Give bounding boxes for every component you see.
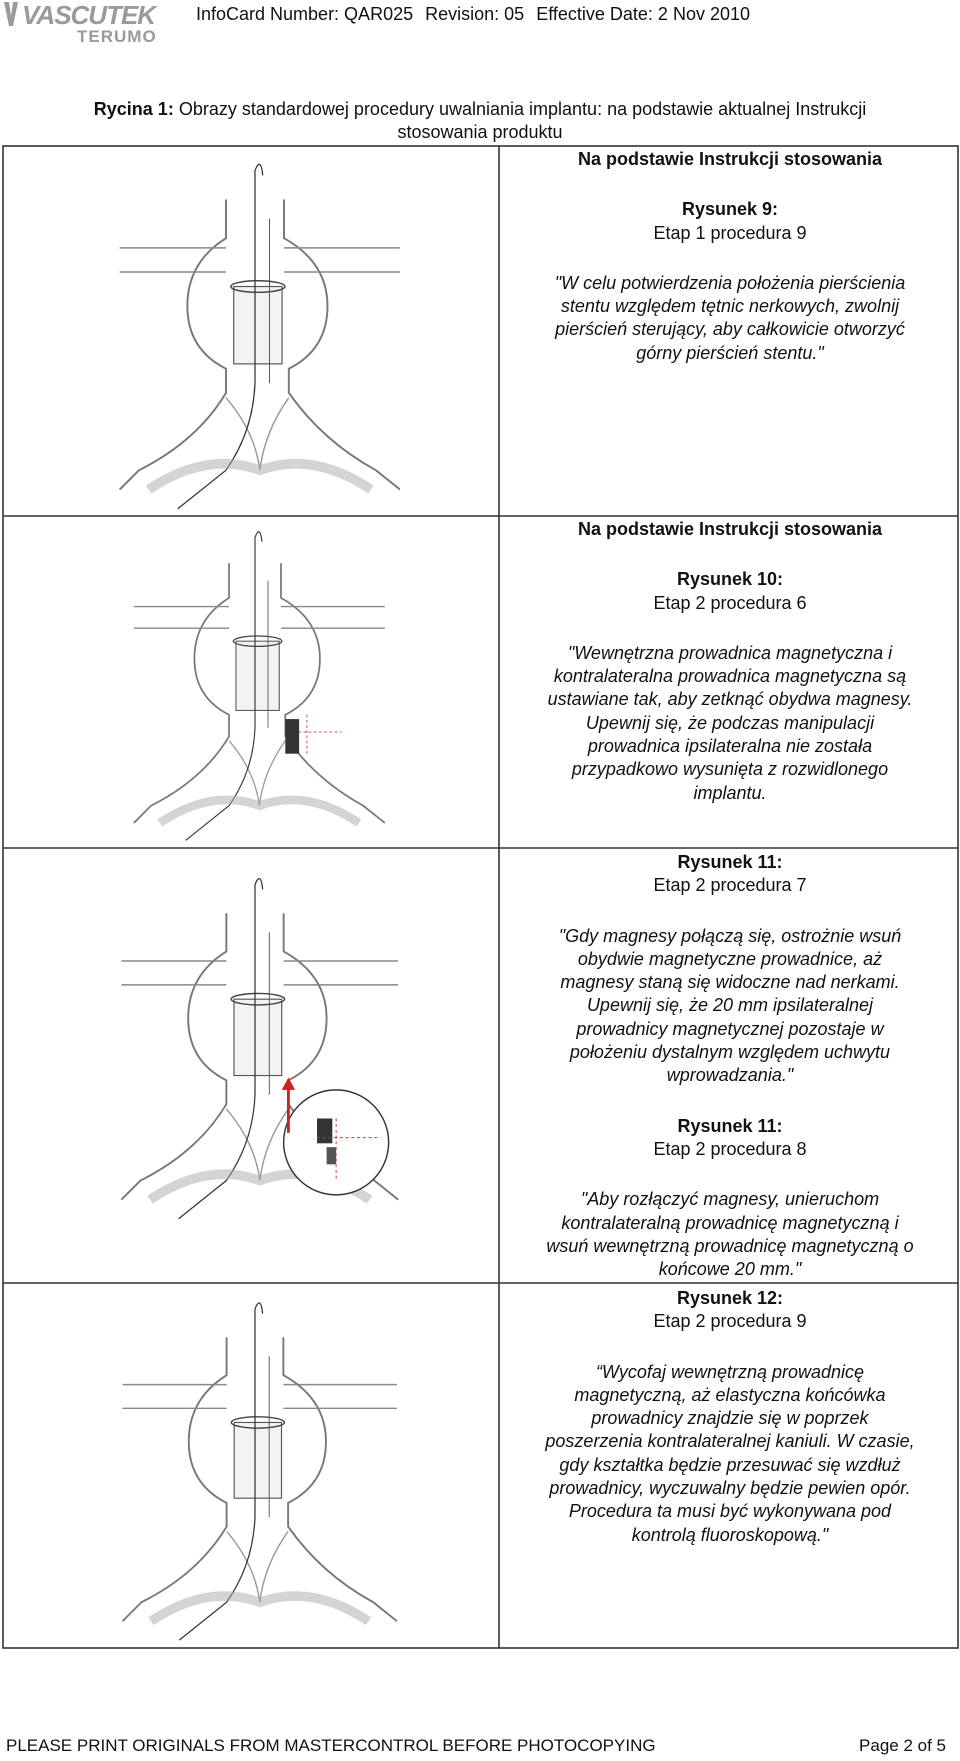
panel-4-quote-line: gdy kształtka będzie przesuwać się wzdłuż: [559, 1454, 901, 1475]
panel-1-quote-line: "W celu potwierdzenia położenia pierścienia: [554, 272, 906, 293]
panel-4-quote-line: Procedura ta musi być wykonywana pod: [568, 1501, 892, 1522]
panel-1-step: Etap 1 procedura 9: [653, 222, 807, 243]
panel-3-quote-line: obydwie magnetyczne prowadnice, aż: [577, 948, 883, 969]
logo-wordmark: VASCUTEK: [22, 0, 156, 30]
panel-2-figure: Rysunek 10:: [676, 569, 784, 590]
panel-3-quote2-line: "Aby rozłączyć magnesy, unieruchom: [580, 1189, 880, 1210]
panel-3-quote2-line: wsuń wewnętrzną prowadnicę magnetyczną o: [546, 1235, 914, 1256]
panel-4-quote-line: prowadnicy, wyczuwalny będzie pewien opór.: [549, 1478, 911, 1499]
panel-2-quote-line: prowadnica ipsilateralna nie została: [587, 736, 873, 757]
infocard-number: InfoCard Number: QAR025: [196, 4, 414, 24]
panel-3-quote-line: prowadnicy magnetycznej pozostaje w: [576, 1018, 884, 1039]
revision: Revision: 05: [425, 4, 525, 24]
caption-label: Rycina 1:: [93, 99, 174, 119]
panel-3-quote-line: wprowadzania.": [666, 1065, 794, 1086]
panel-2-heading: Na podstawie Instrukcji stosowania: [577, 519, 883, 539]
panel-3-quote2-line: końcowe 20 mm.": [658, 1259, 802, 1280]
panel-1-quote-line: pierścień sterujący, aby całkowicie otworzyć: [555, 319, 905, 340]
figure-11-illustration: [110, 856, 400, 1276]
panel-2-step: Etap 2 procedura 6: [653, 592, 807, 613]
panel-2-quote-line: implantu.: [693, 782, 767, 803]
print-notice: PLEASE PRINT ORIGINALS FROM MASTERCONTROL BEFORE PHOTOCOPYING: [6, 1736, 656, 1755]
panel-4-quote-line: “Wycofaj wewnętrzną prowadnicę: [595, 1361, 865, 1382]
panel-4-figure: Rysunek 12:: [676, 1288, 784, 1308]
panel-1-text: [505, 148, 955, 365]
panel-1-quote-line: stentu względem tętnic nerkowych, zwolnij: [560, 296, 900, 317]
figure-12-illustration: [110, 1290, 400, 1642]
panel-4-quote-line: prowadnicy znajdzie się w poprzek: [591, 1408, 869, 1429]
panel-3-step: Etap 2 procedura 7: [653, 875, 807, 896]
effective-date: Effective Date: 2 Nov 2010: [536, 4, 750, 24]
logo-subtitle: TERUMO: [77, 27, 157, 46]
panel-2-quote-line: "Wewnętrzna prowadnica magnetyczna i: [567, 642, 893, 663]
figure-9-illustration: [110, 150, 400, 512]
panel-3-quote2-line: kontralateralną prowadnicę magnetyczną i: [561, 1212, 899, 1233]
caption-line-1: Obrazy standardowej procedury uwalniania implantu: na podstawie aktualnej Instrukcji: [178, 99, 867, 119]
panel-4-quote-line: kontrolą fluoroskopową.": [631, 1524, 829, 1545]
document-info: [196, 4, 757, 25]
panel-3-step-2: Etap 2 procedura 8: [653, 1138, 807, 1159]
panel-1-figure: Rysunek 9:: [681, 199, 779, 220]
panel-3-figure-2: Rysunek 11:: [677, 1115, 783, 1136]
document-header: [0, 0, 960, 46]
figure-caption: [30, 98, 930, 144]
panel-3-quote-line: magnesy staną się widoczne nad nerkami.: [560, 972, 900, 993]
panel-2-quote-line: przypadkowo wysunięta z rozwidlonego: [571, 759, 889, 780]
panel-1-quote-line: górny pierścień stentu.": [636, 342, 824, 363]
panel-4-quote-line: magnetyczną, aż elastyczna końcówka: [574, 1384, 886, 1405]
vascutek-terumo-logo: [2, 0, 172, 46]
panel-2-text: [505, 518, 955, 805]
figure-10-illustration: [110, 520, 400, 842]
panel-3-figure: Rysunek 11:: [677, 852, 783, 872]
page-number: Page 2 of 5: [859, 1736, 946, 1755]
panel-2-quote-line: ustawiane tak, aby zetknąć obydwa magnesy.: [547, 689, 913, 710]
panel-2-quote-line: Upewnij się, że podczas manipulacji: [585, 712, 875, 733]
panel-3-text: [505, 851, 955, 1281]
panel-4-text: [505, 1287, 955, 1547]
panel-2-quote-line: kontralateralna prowadnica magnetyczna są: [553, 666, 907, 687]
panel-3-quote-line: położeniu dystalnym względem uchwytu: [569, 1042, 891, 1063]
panel-3-quote-line: "Gdy magnesy połączą się, ostrożnie wsuń: [558, 925, 902, 946]
panel-1-heading: Na podstawie Instrukcji stosowania: [577, 149, 883, 169]
panel-4-quote-line: poszerzenia kontralateralnej kaniuli. W czasie,: [545, 1431, 915, 1452]
panel-4-step: Etap 2 procedura 9: [653, 1311, 807, 1332]
caption-line-2: stosowania produktu: [397, 122, 563, 142]
panel-3-quote-line: Upewnij się, że 20 mm ipsilateralnej: [586, 995, 874, 1016]
logo-mark-icon: [4, 2, 18, 26]
